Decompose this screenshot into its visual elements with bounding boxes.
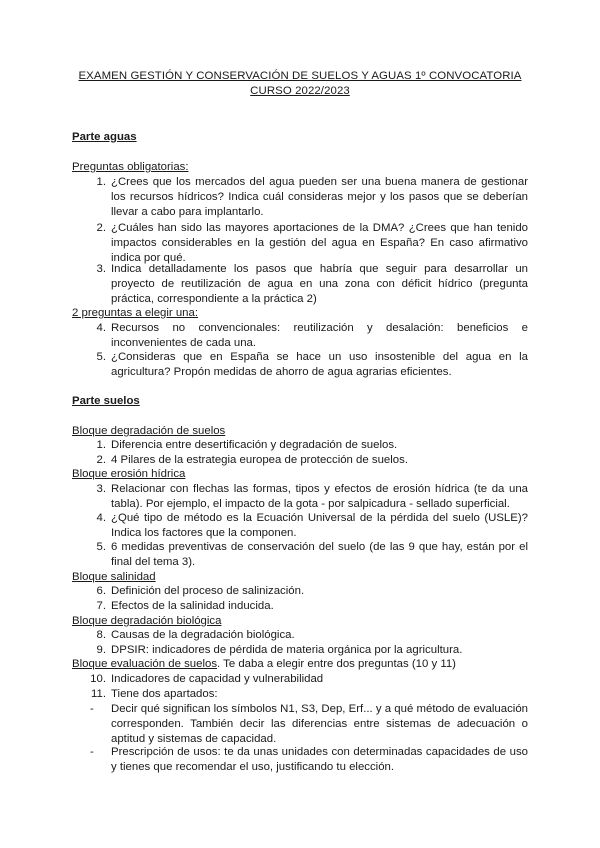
bloque-evaluacion-note: . Te daba a elegir entre dos preguntas (10 y 11) [217, 658, 456, 670]
exam-title: EXAMEN GESTIÓN Y CONSERVACIÓN DE SUELOS Y AGUAS 1º CONVOCATORIA [78, 70, 522, 82]
item-text: Recursos no convencionales: reutilización y desalación: beneficios e inconvenientes de cada una. [111, 322, 528, 349]
item-text: Efectos de la salinidad inducida. [111, 600, 274, 612]
bloque-salinidad-heading: Bloque salinidad [72, 571, 156, 583]
item-number: 1. [96, 439, 106, 451]
bullet-text: Prescripción de usos: te da unas unidades con determinadas capacidades de uso y tienes que recomendar el uso, justificando tu elección. [111, 746, 528, 773]
item-number: 5. [96, 541, 106, 553]
item-text: Causas de la degradación biológica. [111, 629, 295, 641]
item-text: Diferencia entre desertificación y degradación de suelos. [111, 439, 398, 451]
bloque-evaluacion-label: Bloque evaluación de suelos [72, 658, 218, 670]
list-item [86, 321, 528, 351]
item-number: 2. [96, 454, 106, 466]
list-item [86, 687, 528, 702]
list-item [86, 540, 528, 570]
bloque-evaluacion-heading [72, 657, 532, 672]
elegir-heading: 2 preguntas a elegir una: [72, 307, 199, 319]
item-number: 4. [96, 322, 106, 334]
bloque-biologica-heading: Bloque degradación biológica [72, 615, 222, 627]
item-text: ¿Consideras que en España se hace un uso insostenible del agua en la agricultura? Propón medidas de ahorro de agua agrarias eficientes. [111, 351, 528, 378]
item-text: Indica detalladamente los pasos que habría que seguir para desarrollar un proyecto de reutilización de agua en una zona con déficit hídrico (pregunta práctica, correspondiente a la práctica 2) [111, 263, 528, 305]
list-item [86, 175, 528, 220]
item-number: 9. [96, 644, 106, 656]
item-number: 10. [90, 673, 106, 685]
item-text: ¿Cuáles han sido las mayores aportaciones de la DMA? ¿Crees que han tenido impactos considerables en la gestión del agua en España? En caso afirmativo indica por qué. [111, 222, 528, 264]
list-item [86, 643, 528, 658]
bloque-degradacion-heading: Bloque degradación de suelos [72, 425, 226, 437]
bullet-item [86, 745, 528, 775]
item-text: Definición del proceso de salinización. [111, 585, 305, 597]
item-number: 3. [96, 483, 106, 495]
item-text: 6 medidas preventivas de conservación del suelo (de las 9 que hay, están por el final del tema 3). [111, 541, 528, 568]
item-text: ¿Crees que los mercados del agua pueden ser una buena manera de gestionar los recursos hídricos? Indica cuál consideras mejor y los pasos que se deberían llevar a cabo para implantarlo. [111, 176, 528, 218]
bullet-text: Decir qué significan los símbolos N1, S3, Dep, Erf... y a qué método de evaluación corresponden. También decir las diferencias entre sistemas de adecuación o aptitud y sistemas de capacidad. [111, 703, 528, 745]
bullet-item [86, 702, 528, 747]
list-item [86, 672, 528, 687]
list-item [86, 453, 528, 468]
bullet-dash: - [90, 703, 94, 715]
list-item [86, 584, 528, 599]
item-text: Indicadores de capacidad y vulnerabilidad [111, 673, 324, 685]
bullet-dash: - [90, 746, 94, 758]
item-number: 8. [96, 629, 106, 641]
item-text: 4 Pilares de la estrategia europea de protección de suelos. [111, 454, 408, 466]
list-item [86, 350, 528, 380]
item-number: 11. [91, 688, 106, 700]
list-item [86, 511, 528, 541]
item-number: 2. [96, 222, 106, 234]
item-number: 4. [96, 512, 106, 524]
item-text: Tiene dos apartados: [111, 688, 218, 700]
item-number: 1. [96, 176, 106, 188]
list-item [86, 628, 528, 643]
list-item [86, 438, 528, 453]
list-item [86, 599, 528, 614]
course-year: CURSO 2022/2023 [250, 85, 350, 97]
list-item [86, 221, 528, 266]
item-number: 7. [96, 600, 106, 612]
item-text: Relacionar con flechas las formas, tipos y efectos de erosión hídrica (te da una tabla). Por ejemplo, el impacto de la gota - por salpicadura - sellado superficial. [111, 483, 528, 510]
section-title-suelos: Parte suelos [72, 395, 140, 407]
item-text: ¿Qué tipo de método es la Ecuación Universal de la pérdida del suelo (USLE)? Indica los factores que la componen. [111, 512, 528, 539]
item-number: 5. [96, 351, 106, 363]
obligatorias-heading: Preguntas obligatorias: [72, 161, 189, 173]
item-text: DPSIR: indicadores de pérdida de materia orgánica por la agricultura. [111, 644, 463, 656]
section-title-aguas: Parte aguas [72, 131, 137, 143]
list-item [86, 262, 528, 307]
item-number: 6. [96, 585, 106, 597]
list-item [86, 482, 528, 512]
item-number: 3. [96, 263, 106, 275]
bloque-erosion-heading: Bloque erosión hídrica [72, 468, 186, 480]
